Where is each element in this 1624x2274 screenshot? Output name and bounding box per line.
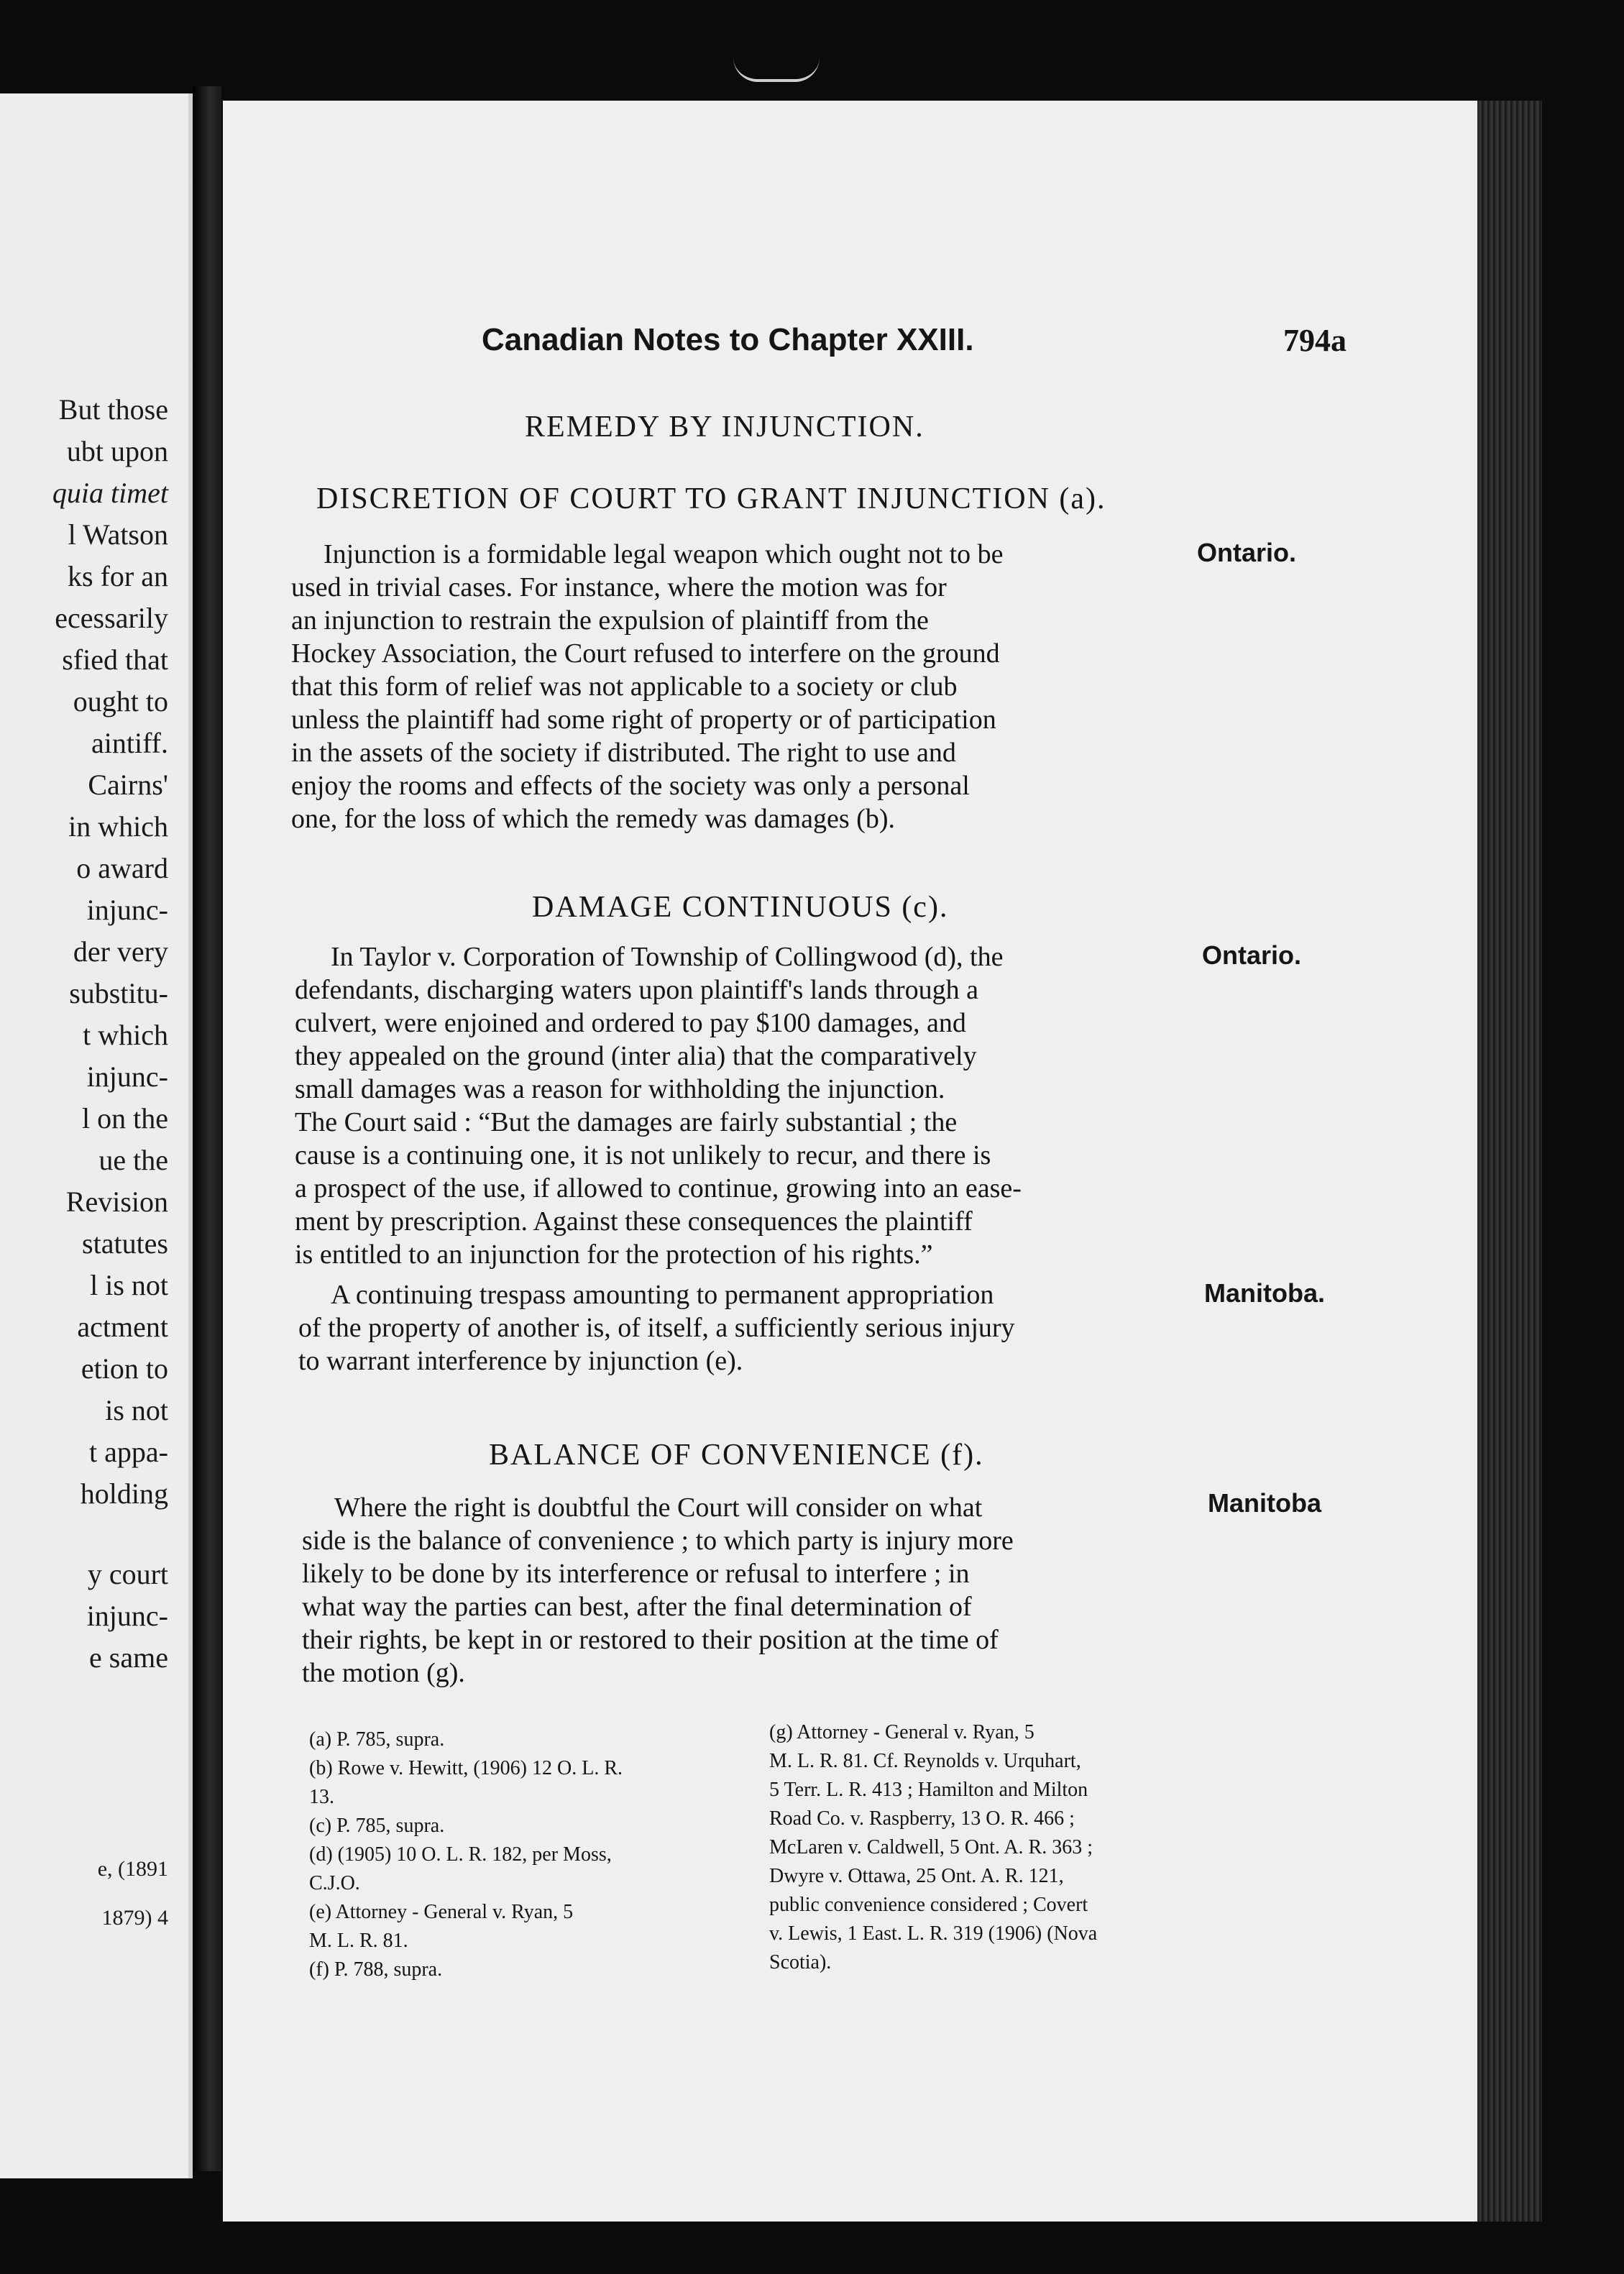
running-head: Canadian Notes to Chapter XXIII. (482, 322, 974, 357)
body-line: small damages was a reason for withholding the injunction. (295, 1074, 945, 1104)
footnote-line: 13. (309, 1786, 334, 1808)
jurisdiction-note: Manitoba (1208, 1488, 1321, 1518)
left-page-line: e, (1891 (97, 1857, 168, 1881)
footnote-line: M. L. R. 81. (309, 1930, 408, 1952)
left-page-line: y court (87, 1558, 168, 1590)
left-page-line: in which (68, 810, 168, 843)
section-heading: DAMAGE CONTINUOUS (c). (532, 891, 949, 924)
left-page-line: actment (77, 1311, 168, 1343)
footnote-line: 5 Terr. L. R. 413 ; Hamilton and Milton (769, 1779, 1088, 1801)
body-line: likely to be done by its interference or refusal to interfere ; in (302, 1559, 970, 1589)
left-page-line: injunc- (86, 894, 168, 926)
footnote-line: (d) (1905) 10 O. L. R. 182, per Moss, (309, 1843, 612, 1866)
footnote-line: M. L. R. 81. Cf. Reynolds v. Urquhart, (769, 1750, 1081, 1772)
left-page-line: etion to (81, 1352, 168, 1385)
footnotes-left-column (309, 1725, 623, 1984)
footnote-line: McLaren v. Caldwell, 5 Ont. A. R. 363 ; (769, 1836, 1093, 1858)
footnote-line: Scotia). (769, 1951, 832, 1973)
footnotes-right-column (769, 1718, 1097, 1977)
left-page-line: l is not (90, 1269, 168, 1301)
left-page-line: is not (105, 1394, 168, 1426)
left-page-line: holding (80, 1477, 168, 1510)
left-page-line: ecessarily (55, 602, 168, 634)
left-page-line: ks for an (68, 560, 168, 592)
body-line: what way the parties can best, after the final determination of (302, 1592, 972, 1622)
body-line: in the assets of the society if distributed. The right to use and (291, 738, 956, 768)
left-page-line: aintiff. (91, 727, 168, 759)
body-line: an injunction to restrain the expulsion of plaintiff from the (291, 605, 929, 636)
left-page-line: o award (76, 852, 168, 884)
body-line: A continuing trespass amounting to permanent appropriation (331, 1280, 994, 1310)
footnote-line: C.J.O. (309, 1872, 360, 1894)
footnote-line: (g) Attorney - General v. Ryan, 5 (769, 1721, 1035, 1743)
left-page-line: 1879) 4 (101, 1906, 168, 1930)
footnote-line: Road Co. v. Raspberry, 13 O. R. 466 ; (769, 1807, 1075, 1830)
section-title: REMEDY BY INJUNCTION. (525, 411, 925, 444)
footnote-line: (c) P. 785, supra. (309, 1815, 445, 1837)
left-page-line: ought to (73, 685, 168, 717)
left-page-line: ubt upon (66, 435, 168, 467)
body-line: cause is a continuing one, it is not unlikely to recur, and there is (295, 1140, 991, 1170)
left-page-line: t appa- (89, 1436, 168, 1468)
footnote-line: v. Lewis, 1 East. L. R. 319 (1906) (Nova (769, 1922, 1098, 1945)
body-line: culvert, were enjoined and ordered to pay $100 damages, and (295, 1008, 966, 1038)
body-line: they appealed on the ground (inter alia) that the comparatively (295, 1041, 977, 1071)
body-line: The Court said : “But the damages are fairly substantial ; the (295, 1107, 958, 1137)
footnote-line: (f) P. 788, supra. (309, 1958, 443, 1981)
left-page-line: Revision (65, 1186, 168, 1218)
footnote-line: (e) Attorney - General v. Ryan, 5 (309, 1901, 574, 1923)
left-page-line: substitu- (69, 977, 168, 1009)
body-line: that this form of relief was not applicable to a society or club (291, 671, 958, 702)
left-page-line: quia timet (52, 477, 168, 509)
left-page-line: l on the (82, 1102, 168, 1134)
footnote-line: (a) P. 785, supra. (309, 1728, 445, 1751)
left-facing-page (0, 93, 193, 2178)
body-line: one, for the loss of which the remedy was damages (b). (291, 804, 895, 834)
left-page-line: der very (73, 935, 168, 968)
left-page-line: e same (89, 1641, 168, 1674)
book-gutter (193, 86, 221, 2171)
body-line: their rights, be kept in or restored to their position at the time of (302, 1625, 999, 1655)
body-line: In Taylor v. Corporation of Township of Collingwood (d), the (331, 942, 1004, 972)
body-line: used in trivial cases. For instance, where the motion was for (291, 572, 947, 602)
body-line: Injunction is a formidable legal weapon which ought not to be (324, 539, 1004, 569)
body-line: to warrant interference by injunction (e). (298, 1346, 743, 1376)
left-page-line: But those (58, 393, 168, 426)
section-heading: BALANCE OF CONVENIENCE (f). (489, 1439, 984, 1472)
jurisdiction-note: Ontario. (1202, 940, 1302, 970)
page-number: 794a (1283, 323, 1347, 358)
body-line: defendants, discharging waters upon plaintiff's lands through a (295, 975, 979, 1005)
left-page-line: sfied that (62, 643, 168, 676)
left-page-line: statutes (82, 1227, 168, 1260)
footnote-line: Dwyre v. Ottawa, 25 Ont. A. R. 121, (769, 1865, 1064, 1887)
footnote-line: (b) Rowe v. Hewitt, (1906) 12 O. L. R. (309, 1757, 623, 1779)
body-line: unless the plaintiff had some right of property or of participation (291, 705, 996, 735)
body-line: a prospect of the use, if allowed to continue, growing into an ease- (295, 1173, 1022, 1204)
jurisdiction-note: Manitoba. (1204, 1278, 1325, 1308)
body-line: is entitled to an injunction for the protection of his rights.” (295, 1239, 933, 1270)
scan-artifact-mark (733, 58, 820, 82)
left-page-line: ue the (98, 1144, 168, 1176)
jurisdiction-note: Ontario. (1197, 538, 1297, 567)
body-line: side is the balance of convenience ; to which party is injury more (302, 1526, 1014, 1556)
body-line: of the property of another is, of itself, a sufficiently serious injury (298, 1313, 1015, 1343)
section-heading: DISCRETION OF COURT TO GRANT INJUNCTION (a). (316, 482, 1106, 515)
left-page-line: injunc- (86, 1060, 168, 1093)
footnote-line: public convenience considered ; Covert (769, 1894, 1088, 1916)
left-page-line: t which (83, 1019, 168, 1051)
left-page-line: l Watson (68, 518, 168, 551)
body-line: Where the right is doubtful the Court will consider on what (334, 1493, 983, 1523)
page-edge-stack (1477, 101, 1542, 2222)
body-line: enjoy the rooms and effects of the society was only a personal (291, 771, 970, 801)
body-line: Hockey Association, the Court refused to interfere on the ground (291, 638, 1000, 669)
left-page-line: Cairns' (88, 769, 168, 801)
body-line: ment by prescription. Against these consequences the plaintiff (295, 1206, 973, 1237)
left-page-line: injunc- (86, 1600, 168, 1632)
body-line: the motion (g). (302, 1658, 465, 1688)
